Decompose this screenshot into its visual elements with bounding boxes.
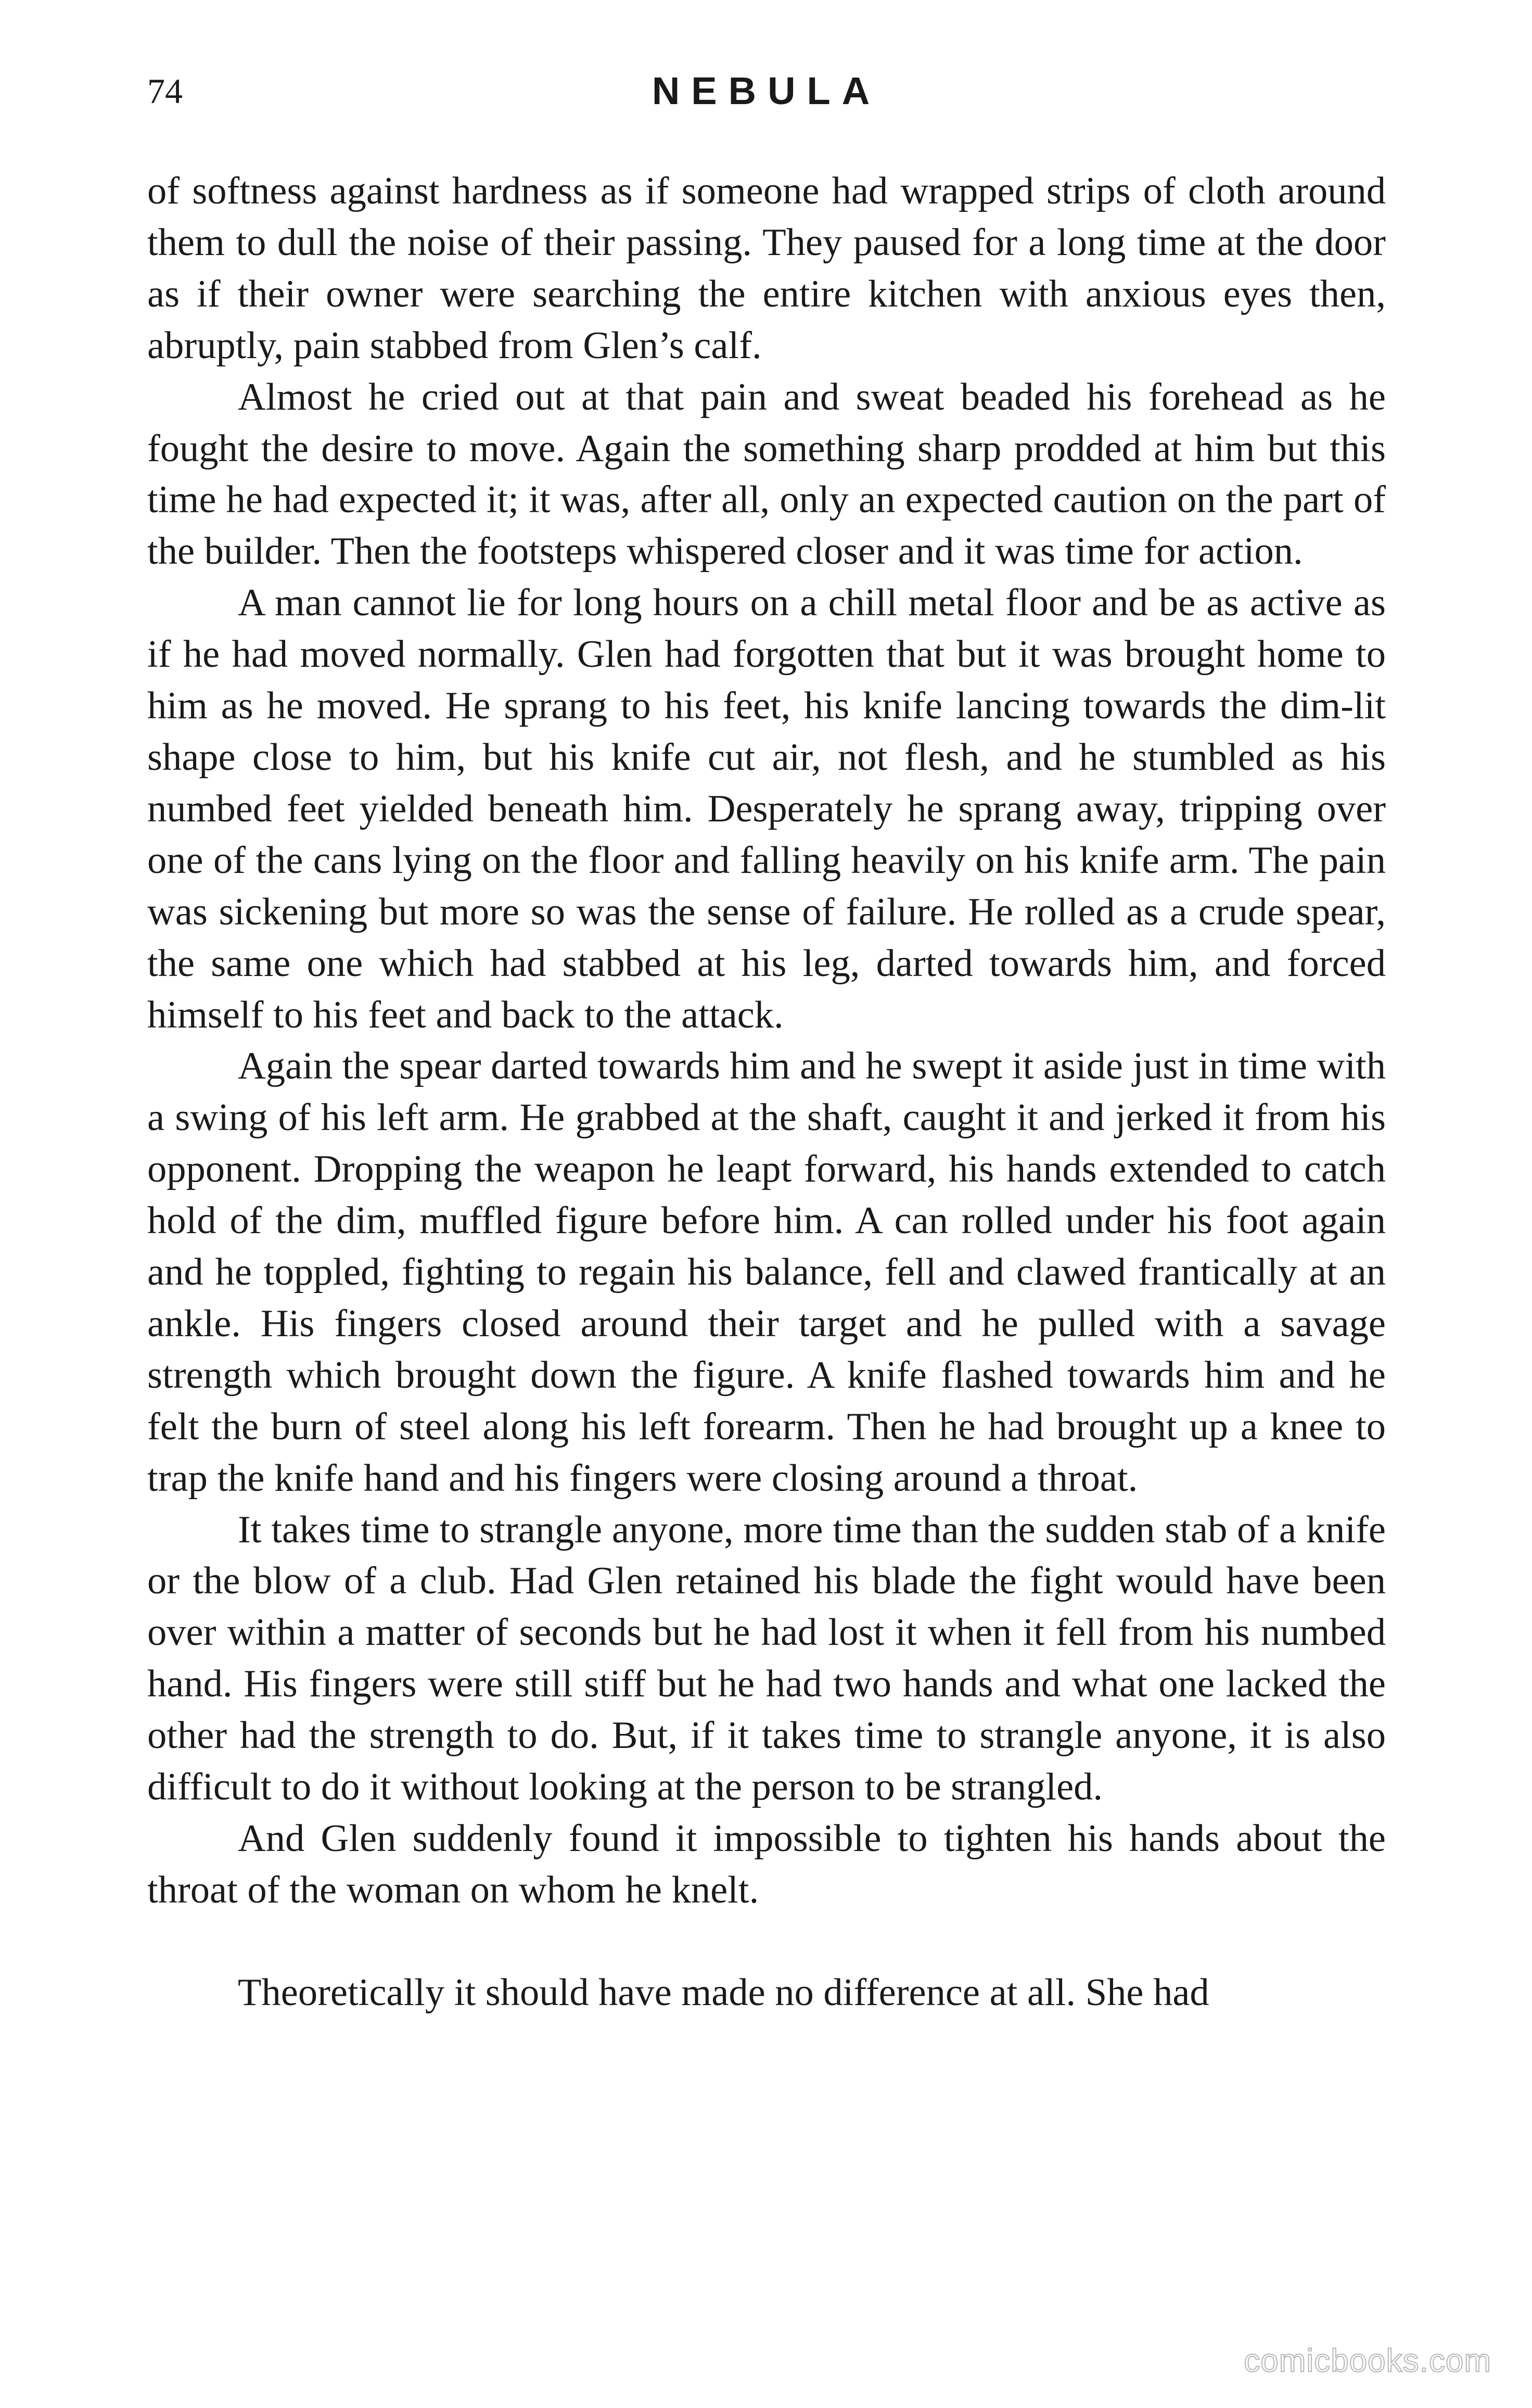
body-text (147, 166, 1386, 2019)
page-number: 74 (147, 71, 183, 111)
source-watermark: comicbooks.com (1244, 2343, 1491, 2379)
paragraph-2: Almost he cried out at that pain and sweat beaded his forehead as he fought the desire to move. Again the something sharp prodded at him but this time he had expected it; it was, after all, only an expected caution on the part of the builder. Then the footsteps whispered closer and it was time for action. (147, 375, 1386, 573)
running-title: NEBULA (652, 69, 882, 112)
paragraph-4: Again the spear darted towards him and he swept it aside just in time with a swing of his left arm. He grabbed at the shaft, caught it and jerked it from his opponent. Dropping the weapon he leapt forward, his hands extended to catch hold of the dim, muffled figure before him. A can rolled under his foot again and he toppled, fighting to regain his balance, fell and clawed frantically at an ankle. His fingers closed around their target and he pulled with a savage strength which brought down the figure. A knife flashed towards him and he felt the burn of steel along his left forearm. Then he had brought up a knee to trap the knife hand and his fingers were closing around a throat. (147, 1045, 1386, 1500)
paragraph-3: A man cannot lie for long hours on a chill metal floor and be as active as if he had moved normally. Glen had forgotten that but it was brought home to him as he moved. He sprang to his feet, his knife lancing towards the dim-lit shape close to him, but his knife cut air, not flesh, and he stumbled as his numbed feet yielded beneath him. Desperately he sprang away, tripping over one of the cans lying on the floor and falling heavily on his knife arm. The pain was sickening but more so was the sense of failure. He rolled as a crude spear, the same one which had stabbed at his leg, darted towards him, and forced himself to his feet and back to the attack. (147, 581, 1386, 1036)
paragraph-5: It takes time to strangle anyone, more time than the sudden stab of a knife or the blow of a club. Had Glen retained his blade the fight would have been over within a matter of seconds but he had lost it when it fell from his numbed hand. His fingers were still stiff but he had two hands and what one lacked the other had the strength to do. But, if it takes time to strangle anyone, it is also difficult to do it without looking at the person to be strangled. (147, 1508, 1386, 1809)
paragraph-6: And Glen suddenly found it impossible to tighten his hands about the throat of the woman on whom he knelt. (147, 1817, 1386, 1911)
page-header (147, 62, 1386, 120)
paragraph-7: Theoretically it should have made no difference at all. She had (238, 1971, 1209, 2014)
paragraph-1: of softness against hardness as if someone had wrapped strips of cloth around them to dull the noise of their passing. They paused for a long time at the door as if their owner were searching the entire kitchen with anxious eyes then, abruptly, pain stabbed from Glen’s calf. (147, 170, 1386, 367)
